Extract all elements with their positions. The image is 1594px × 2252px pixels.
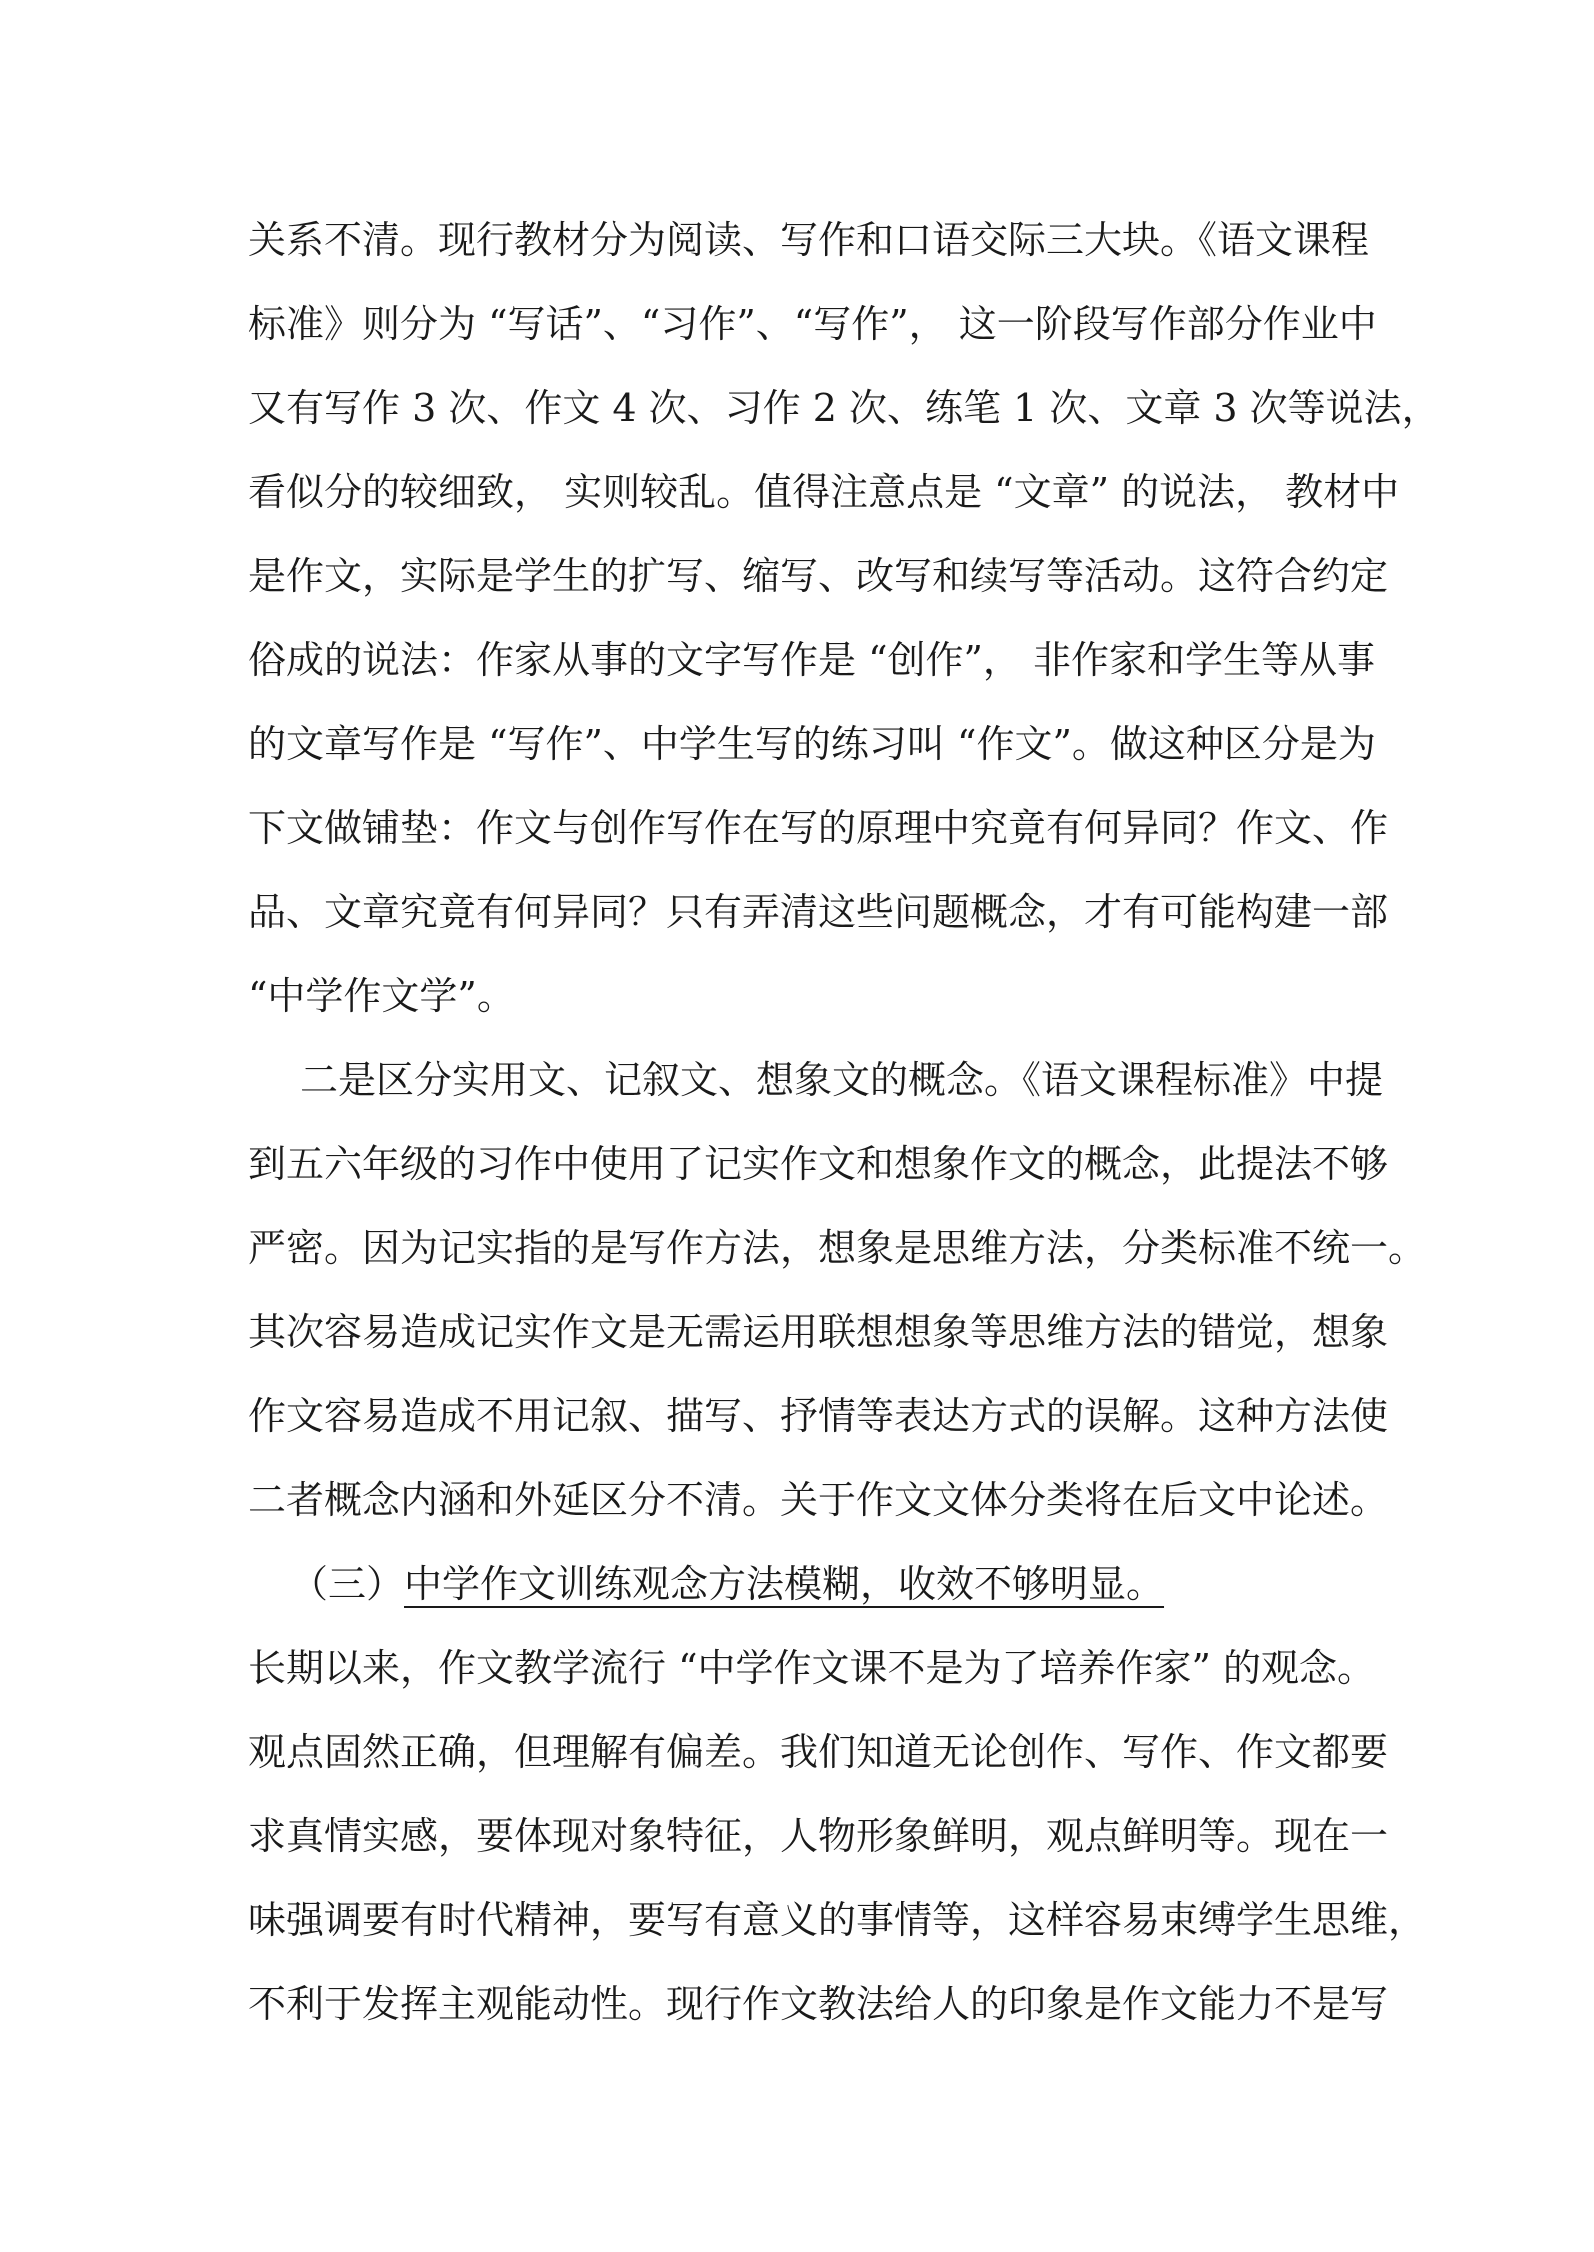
text-line: 下文做铺垫：作文与创作写作在写的原理中究竟有何异同？作文、作 [248,806,1389,850]
section-title: 中学作文训练观念方法模糊，收效不够明显。 [404,1562,1165,1606]
text-line: 观点固然正确，但理解有偏差。我们知道无论创作、写作、作文都要 [248,1730,1389,1774]
text-line: 品、文章究竟有何异同？只有弄清这些问题概念，才有可能构建一部 [248,890,1389,934]
text-line: 二是区分实用文、记叙文、想象文的概念。《语文课程标准》中提 [300,1058,1384,1102]
text-line: 求真情实感，要体现对象特征，人物形象鲜明，观点鲜明等。现在一 [248,1814,1389,1858]
text-line: 俗成的说法：作家从事的文字写作是 “创作”， 非作家和学生等从事 [248,638,1376,682]
text-line: 二者概念内涵和外延区分不清。关于作文文体分类将在后文中论述。 [248,1478,1389,1522]
text-line: 长期以来，作文教学流行 “中学作文课不是为了培养作家” 的观念。 [248,1646,1376,1690]
text-line: 味强调要有时代精神，要写有意义的事情等，这样容易束缚学生思维， [248,1898,1427,1942]
text-line: 标准》则分为 “写话”、“习作”、“写作”， 这一阶段写作部分作业中 [248,302,1377,346]
text-line: 作文容易造成不用记叙、描写、抒情等表达方式的误解。这种方法使 [248,1394,1389,1438]
text-line: 其次容易造成记实作文是无需运用联想想象等思维方法的错觉，想象 [248,1310,1389,1354]
text-line: 严密。因为记实指的是写作方法，想象是思维方法，分类标准不统一。 [248,1226,1427,1270]
text-line: 不利于发挥主观能动性。现行作文教法给人的印象是作文能力不是写 [248,1982,1389,2026]
text-line: 又有写作 3 次、作文 4 次、习作 2 次、练笔 1 次、文章 3 次等说法， [248,386,1440,430]
section-number: （三） [290,1562,405,1606]
section-heading [290,1542,1348,1626]
text-line: 关系不清。现行教材分为阅读、写作和口语交际三大块。《语文课程 [248,218,1370,262]
text-line: 的文章写作是 “写作”、中学生写的练习叫 “作文”。做这种区分是为 [248,722,1376,766]
text-line: 是作文，实际是学生的扩写、缩写、改写和续写等活动。这符合约定 [248,554,1389,598]
text-line: “中学作文学”。 [248,974,515,1018]
text-line: 看似分的较细致， 实则较乱。值得注意点是 “文章” 的说法， 教材中 [248,470,1400,514]
text-line: 到五六年级的习作中使用了记实作文和想象作文的概念，此提法不够 [248,1142,1389,1186]
